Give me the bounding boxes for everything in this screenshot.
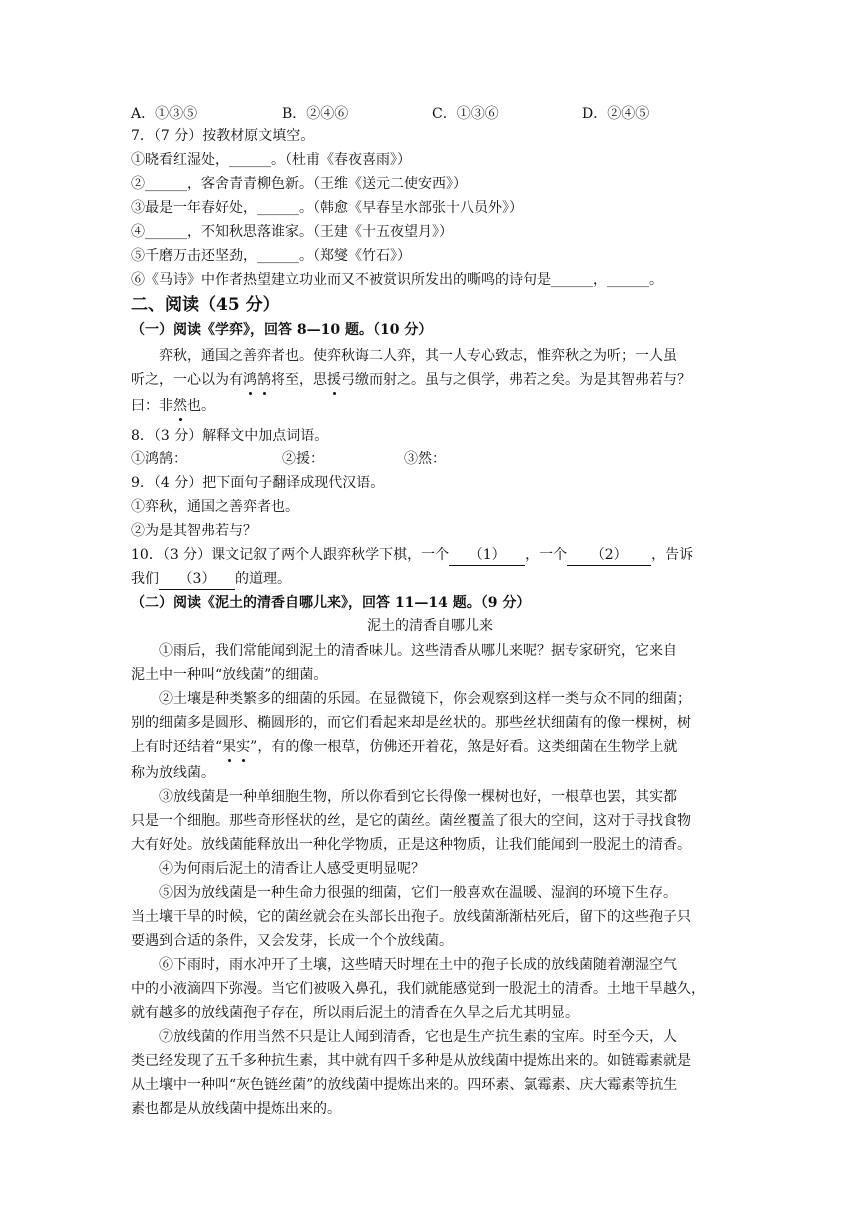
option-a: A．①③⑤ xyxy=(131,106,198,122)
part1-heading: （一）阅读《学弈》，回答 8—10 题。（10 分） xyxy=(131,322,433,338)
article-p5-line-3: 要遇到合适的条件，又会发芽，长成一个个放线菌。 xyxy=(131,933,453,949)
q7-line-4: ④______，不知秋思落谁家。（王建《十五夜望月》） xyxy=(131,224,453,240)
dotted-word-ran: 然 xyxy=(173,398,187,414)
q10-line-1-b: ，一个 xyxy=(525,547,568,563)
article-p2-line-1: ②土壤是种类繁多的细菌的乐园。在显微镜下，你会观察到这样一类与众不同的细菌； xyxy=(159,691,691,707)
q10-line-1-a: 10．（3 分）课文记叙了两个人跟弈秋学下棋，一个 xyxy=(131,547,450,563)
q7-line-5: ⑤千磨万击还坚劲，______。（郑燮《竹石》） xyxy=(131,248,411,264)
q9-title: 9．（4 分）把下面句子翻译成现代汉语。 xyxy=(131,475,385,491)
option-b: B．②④⑥ xyxy=(282,106,349,122)
article-p1-line-1: ①雨后，我们常能闻到泥土的清香味儿。这些清香从哪儿来呢？据专家研究，它来自 xyxy=(159,643,677,659)
xueyi-line-3 xyxy=(131,396,215,416)
xueyi-line-3-b: 也。 xyxy=(187,398,215,414)
article-p7-line-3: 从土壤中一种叫“灰色链丝菌”的放线菌中提炼出来的。四环素、氯霉素、庆大霉素等抗生 xyxy=(131,1077,678,1093)
q10-line-1-c: ，告诉 xyxy=(651,547,694,563)
dotted-word-hu: 鹄 xyxy=(257,372,271,388)
article-p5-line-2: 当土壤干旱的时候，它的菌丝就会在头部长出孢子。放线菌渐渐枯死后，留下的这些孢子只 xyxy=(131,909,691,925)
xueyi-line-2-b: 将至，思 xyxy=(271,372,327,388)
dotted-word-hong: 鸿 xyxy=(243,372,257,388)
q9-item-a: ①弈秋，通国之善弈者也。 xyxy=(131,499,299,515)
q10-blank-2: （2） xyxy=(567,545,651,566)
option-c: C．①③⑥ xyxy=(432,106,499,122)
q9-item-b: ②为是其智弗若与？ xyxy=(131,523,257,539)
article-p7-line-1: ⑦放线菌的作用当然不只是让人闻到清香，它也是生产抗生素的宝库。时至今天，人 xyxy=(159,1029,677,1045)
q10-line-1 xyxy=(131,545,693,566)
article-p6-line-1: ⑥下雨时，雨水冲开了土壤，这些晴天时埋在土中的孢子长成的放线菌随着潮湿空气 xyxy=(159,957,677,973)
xueyi-line-2-c: 弓缴而射之。虽与之俱学，弗若之矣。为是其智弗若与？ xyxy=(341,372,691,388)
article-p2-line-3-a: 上有时还结着“ xyxy=(131,739,223,755)
q7-line-6: ⑥《马诗》中作者热望建立功业而又不被赏识所发出的嘶鸣的诗句是______，______。 xyxy=(131,272,663,288)
article-p5-line-1: ⑤因为放线菌是一种生命力很强的细菌，它们一般喜欢在温暖、湿润的环境下生存。 xyxy=(159,885,677,901)
xueyi-line-1: 弈秋，通国之善弈者也。使弈秋诲二人弈，其一人专心致志，惟弈秋之为听；一人虽 xyxy=(159,348,677,364)
article-title: 泥土的清香自哪儿来 xyxy=(367,618,493,634)
q7-title: 7．（7 分）按教材原文填空。 xyxy=(131,128,315,144)
article-p7-line-4: 素也都是从放线菌中提炼出来的。 xyxy=(131,1101,341,1117)
q7-line-3: ③最是一年春好处，______。（韩愈《早春呈水部张十八员外》） xyxy=(131,200,523,216)
article-p4: ④为何雨后泥土的清香让人感受更明显呢？ xyxy=(159,861,425,877)
article-p6-line-3: 就有越多的放线菌孢子存在，所以雨后泥土的清香在久旱之后尤其明显。 xyxy=(131,1005,579,1021)
article-p2-line-4: 称为放线菌。 xyxy=(131,765,215,781)
article-p3-line-2: 只是一个细胞。那些奇形怪状的丝，是它的菌丝。菌丝覆盖了很大的空间，这对于寻找食物 xyxy=(131,813,691,829)
q10-line-2 xyxy=(131,569,291,590)
q8-item-b: ②援： xyxy=(282,451,324,467)
q8-item-c: ③然： xyxy=(404,451,446,467)
q10-line-2-b: 的道理。 xyxy=(235,571,291,587)
xueyi-line-3-a: 曰：非 xyxy=(131,398,173,414)
q8-item-a: ①鸿鹄： xyxy=(131,451,187,467)
q7-line-2: ②______，客舍青青柳色新。（王维《送元二使安西》） xyxy=(131,176,467,192)
dotted-word-yuan: 援 xyxy=(327,372,341,388)
dotted-word-guo: 果 xyxy=(222,739,237,755)
article-p7-line-2: 类已经发现了五千多种抗生素，其中就有四千多种是从放线菌中提炼出来的。如链霉素就是 xyxy=(131,1053,691,1069)
q10-blank-1: （1） xyxy=(449,545,525,566)
article-p6-line-2: 中的小液滴四下弥漫。当它们被吸入鼻孔，我们就能感觉到一股泥土的清香。土地干旱越久， xyxy=(131,981,705,997)
article-p3-line-3: 大有好处。放线菌能释放出一种化学物质，正是这种物质，让我们能闻到一股泥土的清香。 xyxy=(131,837,691,853)
xueyi-line-2-a: 听之，一心以为有 xyxy=(131,372,243,388)
q7-line-1: ①晓看红湿处，______。（杜甫《春夜喜雨》） xyxy=(131,152,411,168)
article-p1-line-2: 泥土中一种叫“放线菌”的细菌。 xyxy=(131,667,328,683)
q10-line-2-a: 我们 xyxy=(131,571,159,587)
q10-blank-3: （3） xyxy=(159,569,235,590)
part2-heading: （二）阅读《泥土的清香自哪儿来》，回答 11—14 题。（9 分） xyxy=(131,595,531,611)
article-p2-line-2: 别的细菌多是圆形、椭圆形的，而它们看起来却是丝状的。那些丝状细菌有的像一棵树，树 xyxy=(131,715,691,731)
option-d: D．②④⑤ xyxy=(582,106,650,122)
article-p2-line-3 xyxy=(131,737,677,757)
article-p3-line-1: ③放线菌是一种单细胞生物，所以你看到它长得像一棵树也好，一根草也罢，其实都 xyxy=(159,789,677,805)
section-heading-reading: 二、阅读（45 分） xyxy=(131,295,280,315)
dotted-word-shi: 实 xyxy=(236,739,251,755)
xueyi-line-2 xyxy=(131,370,691,390)
article-p2-line-3-b: ”，有的像一根草，仿佛还开着花，煞是好看。这类细菌在生物学上就 xyxy=(250,739,678,755)
q8-title: 8．（3 分）解释文中加点词语。 xyxy=(131,428,329,444)
